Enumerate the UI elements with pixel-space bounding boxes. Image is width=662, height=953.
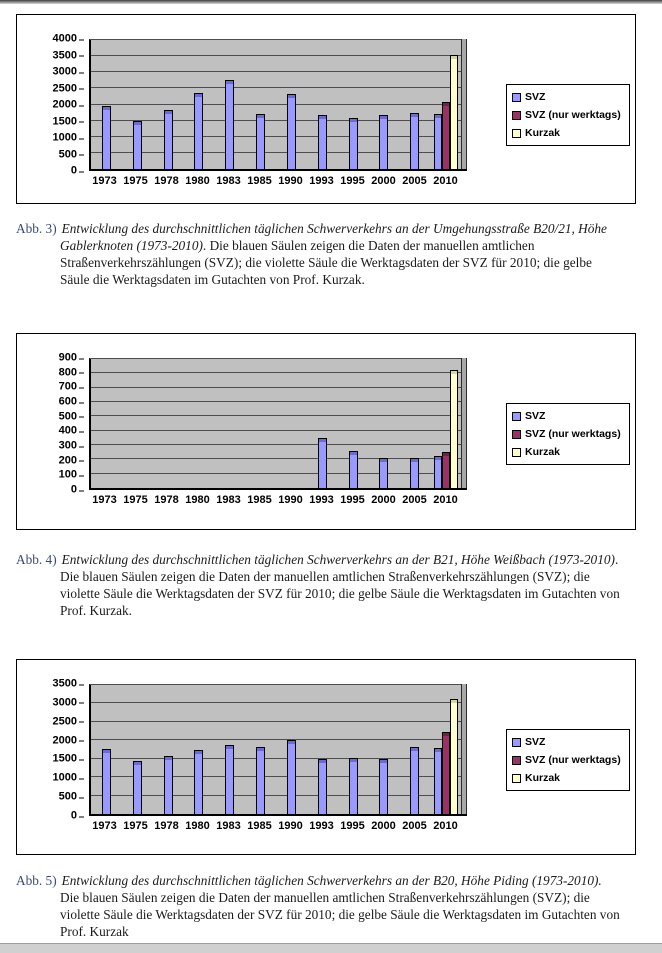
y-axis-label: 0: [70, 809, 77, 822]
caption-label: Abb. 3): [16, 221, 57, 236]
x-axis-label: 1995: [340, 820, 365, 832]
bar-svz-2000: [379, 115, 388, 170]
bar-group-2000: [368, 359, 399, 488]
legend-item: [512, 772, 624, 784]
legend-label: SVZ (nur werktags): [525, 754, 621, 766]
bar-group-1975: [122, 40, 153, 169]
x-axis-label: 2000: [371, 175, 396, 187]
x-axis: [89, 494, 461, 506]
x-axis-label: 1975: [123, 820, 148, 832]
legend-swatch: [512, 756, 521, 765]
legend-swatch: [512, 412, 521, 421]
bar-group-1983: [214, 685, 245, 814]
x-axis-label: 1978: [154, 175, 179, 187]
bar-group-1985: [245, 40, 276, 169]
bar-svz-1985: [256, 114, 265, 169]
bar-chart-abb3: [17, 15, 635, 203]
bar-group-1993: [307, 685, 338, 814]
bar-svz-2010: [434, 748, 442, 814]
y-axis-label: 600: [58, 395, 77, 408]
x-axis-label: 1973: [92, 494, 117, 506]
bar-svz-1980: [194, 93, 203, 169]
x-axis-label: 2010: [433, 820, 458, 832]
bar-svz-2005: [410, 113, 419, 169]
bar-svz-nur-werktags--2010: [442, 102, 450, 169]
bar-group-2010: [430, 685, 461, 814]
bar-groups: [91, 359, 461, 488]
caption-label: Abb. 4): [16, 552, 57, 567]
y-axis-label: 1500: [52, 752, 77, 765]
figure-caption-abb5: [16, 872, 624, 940]
bar-svz-1993: [318, 115, 327, 169]
chart-legend: [506, 84, 630, 146]
chart-legend: [506, 403, 630, 465]
y-axis-label: 3500: [52, 677, 77, 690]
x-axis: [89, 820, 461, 832]
y-axis-label: 2000: [52, 98, 77, 111]
x-axis-label: 1983: [216, 820, 241, 832]
y-axis-label: 300: [58, 439, 77, 452]
bar-svz-1983: [225, 745, 234, 814]
legend-item: [512, 91, 624, 103]
bar-group-1980: [183, 40, 214, 169]
y-axis-label: 700: [58, 380, 77, 393]
plot-side-wall: [461, 358, 467, 488]
x-axis-label: 2000: [371, 820, 396, 832]
legend-item: [512, 109, 624, 121]
page-bottom-edge: [0, 943, 662, 953]
bar-kurzak-2010: [450, 370, 458, 488]
bar-groups: [91, 40, 461, 169]
caption-text: . Die blauen Säulen zeigen die Daten der manuellen amtlichen Straßenverkehrszählungen (SVZ); die violette Säule die Werktagsdaten der SVZ für 2010; die gelbe Säule die Werktagsdaten im Gutachten von Prof. Kurzak.: [60, 238, 592, 287]
bar-svz-2005: [410, 747, 419, 814]
bar-group-1993: [307, 40, 338, 169]
bar-svz-2010: [434, 456, 442, 488]
figure-caption-abb3: [16, 220, 624, 288]
bar-group-1980: [183, 359, 214, 488]
bar-svz-1978: [164, 110, 173, 169]
bar-svz-1995: [349, 758, 358, 814]
x-axis-label: 2005: [402, 494, 427, 506]
legend-label: Kurzak: [525, 772, 561, 784]
bar-group-2000: [368, 685, 399, 814]
caption-label: Abb. 5): [16, 873, 57, 888]
legend-item: [512, 410, 624, 422]
legend-swatch: [512, 430, 521, 439]
bar-svz-1995: [349, 451, 358, 488]
x-axis-label: 1990: [278, 820, 303, 832]
bar-group-2000: [368, 40, 399, 169]
x-axis: [89, 175, 461, 187]
x-axis-label: 1985: [247, 820, 272, 832]
x-axis-label: 1990: [278, 494, 303, 506]
bar-group-1973: [91, 40, 122, 169]
caption-title: Entwicklung des durchschnittlichen täglichen Schwerverkehrs an der Umgehungsstraße B20/21, Höhe Gablerknoten (1973-2010): [60, 221, 607, 253]
bar-group-1973: [91, 685, 122, 814]
bar-svz-nur-werktags--2010: [442, 732, 450, 814]
y-axis-label: 2500: [52, 715, 77, 728]
x-axis-label: 2000: [371, 494, 396, 506]
legend-label: SVZ (nur werktags): [525, 109, 621, 121]
bar-svz-1993: [318, 759, 327, 814]
y-axis-label: 500: [58, 790, 77, 803]
chart-frame-abb4: [16, 333, 636, 530]
y-axis-label: 800: [58, 366, 77, 379]
bar-group-1990: [276, 359, 307, 488]
bar-group-2005: [399, 685, 430, 814]
y-axis-label: 200: [58, 454, 77, 467]
legend-label: SVZ: [525, 91, 546, 103]
y-axis-label: 1000: [52, 771, 77, 784]
bar-svz-1973: [102, 106, 111, 169]
bar-group-1975: [122, 685, 153, 814]
bar-kurzak-2010: [450, 699, 458, 814]
x-axis-label: 1980: [185, 494, 210, 506]
bar-svz-nur-werktags--2010: [442, 452, 450, 488]
bar-svz-1975: [133, 761, 142, 814]
plot-side-wall: [461, 684, 467, 814]
legend-label: SVZ (nur werktags): [525, 428, 621, 440]
page-top-edge: [0, 0, 662, 4]
plot-side-wall: [461, 39, 467, 169]
bar-kurzak-2010: [450, 55, 458, 169]
x-axis-label: 1990: [278, 175, 303, 187]
y-axis: [17, 677, 85, 822]
bar-group-2005: [399, 359, 430, 488]
caption-title: Entwicklung des durchschnittlichen täglichen Schwerverkehrs an der B21, Höhe Weißbach (1973-2010): [61, 552, 615, 567]
bar-svz-2000: [379, 759, 388, 814]
y-axis-label: 1000: [52, 131, 77, 144]
y-axis: [17, 351, 85, 496]
bar-group-1990: [276, 685, 307, 814]
x-axis-label: 2005: [402, 820, 427, 832]
x-axis-label: 2010: [433, 175, 458, 187]
chart-legend: [506, 729, 630, 791]
bar-svz-1973: [102, 749, 111, 814]
x-axis-label: 1975: [123, 494, 148, 506]
legend-swatch: [512, 448, 521, 457]
x-axis-label: 1978: [154, 820, 179, 832]
bar-svz-2010: [434, 114, 442, 169]
caption-text: . Die blauen Säulen zeigen die Daten der manuellen amtlichen Straßenverkehrszählungen (SVZ); die violette Säule die Werktagsdaten der SVZ für 2010; die gelbe Säule die Werktagsdaten im Gutachten von Prof. Kurzak.: [60, 552, 620, 618]
legend-swatch: [512, 774, 521, 783]
legend-swatch: [512, 738, 521, 747]
x-axis-label: 1978: [154, 494, 179, 506]
y-axis-label: 1500: [52, 115, 77, 127]
x-axis-label: 1993: [309, 494, 334, 506]
legend-item: [512, 446, 624, 458]
x-axis-label: 1975: [123, 175, 148, 187]
bar-svz-1975: [133, 121, 142, 169]
bar-svz-2000: [379, 458, 388, 488]
bar-svz-2005: [410, 458, 419, 488]
bar-group-1983: [214, 40, 245, 169]
caption-text: Die blauen Säulen zeigen die Daten der manuellen amtlichen Straßenverkehrszählungen (SVZ); die violette Säule die Werktagsdaten der SVZ für 2010; die gelbe Säule die Werktagsdaten im Gutachten von Prof. Kurzak: [60, 890, 620, 939]
bar-group-2010: [430, 359, 461, 488]
legend-item: [512, 428, 624, 440]
x-axis-label: 1980: [185, 820, 210, 832]
y-axis-label: 500: [58, 410, 77, 423]
plot-area: [89, 684, 467, 816]
legend-item: [512, 754, 624, 766]
bar-svz-1995: [349, 118, 358, 169]
plot-area: [89, 358, 467, 490]
bar-group-2010: [430, 40, 461, 169]
x-axis-label: 1983: [216, 494, 241, 506]
x-axis-label: 1973: [92, 175, 117, 187]
bar-group-1975: [122, 359, 153, 488]
legend-label: SVZ: [525, 736, 546, 748]
x-axis-label: 1980: [185, 175, 210, 187]
bar-group-1978: [153, 359, 184, 488]
x-axis-label: 1995: [340, 494, 365, 506]
chart-frame-abb5: [16, 659, 636, 855]
y-axis-label: 0: [70, 164, 77, 177]
x-axis-label: 1983: [216, 175, 241, 187]
legend-swatch: [512, 93, 521, 102]
legend-swatch: [512, 129, 521, 138]
x-axis-label: 1985: [247, 175, 272, 187]
legend-label: SVZ: [525, 410, 546, 422]
bar-svz-1980: [194, 750, 203, 814]
x-axis-label: 2010: [433, 494, 458, 506]
y-axis-label: 3500: [52, 49, 77, 61]
bar-group-1990: [276, 40, 307, 169]
x-axis-label: 1995: [340, 175, 365, 187]
caption-title: Entwicklung des durchschnittlichen täglichen Schwerverkehrs an der B20, Höhe Piding (1973-2010).: [61, 873, 602, 888]
bar-svz-1990: [287, 94, 296, 169]
y-axis-label: 3000: [52, 65, 77, 78]
bar-group-1978: [153, 40, 184, 169]
legend-swatch: [512, 111, 521, 120]
bar-group-1983: [214, 359, 245, 488]
bar-group-1993: [307, 359, 338, 488]
y-axis-label: 4000: [52, 32, 77, 45]
bar-group-1980: [183, 685, 214, 814]
bar-svz-1993: [318, 438, 327, 488]
legend-label: Kurzak: [525, 446, 561, 458]
y-axis-label: 2500: [52, 82, 77, 94]
bar-chart-abb5: [17, 660, 635, 854]
bar-groups: [91, 685, 461, 814]
y-axis-label: 500: [58, 148, 77, 160]
x-axis-label: 2005: [402, 175, 427, 187]
y-axis-label: 2000: [52, 734, 77, 747]
plot-area: [89, 39, 467, 171]
chart-frame-abb3: [16, 14, 636, 204]
legend-item: [512, 127, 624, 139]
y-axis-label: 900: [58, 351, 77, 364]
y-axis-label: 100: [58, 468, 77, 481]
y-axis-label: 0: [70, 483, 77, 496]
y-axis: [17, 32, 85, 177]
bar-group-1995: [338, 685, 369, 814]
legend-item: [512, 736, 624, 748]
bar-group-2005: [399, 40, 430, 169]
bar-svz-1978: [164, 756, 173, 814]
bar-group-1995: [338, 359, 369, 488]
bar-group-1978: [153, 685, 184, 814]
bar-group-1973: [91, 359, 122, 488]
y-axis-label: 400: [58, 424, 77, 437]
bar-group-1985: [245, 685, 276, 814]
x-axis-label: 1993: [309, 175, 334, 187]
figure-caption-abb4: [16, 551, 624, 619]
bar-svz-1990: [287, 740, 296, 814]
y-axis-label: 3000: [52, 696, 77, 709]
bar-chart-abb4: [17, 334, 635, 529]
x-axis-label: 1985: [247, 494, 272, 506]
bar-svz-1985: [256, 747, 265, 814]
bar-group-1985: [245, 359, 276, 488]
x-axis-label: 1993: [309, 820, 334, 832]
x-axis-label: 1973: [92, 820, 117, 832]
legend-label: Kurzak: [525, 127, 561, 139]
bar-group-1995: [338, 40, 369, 169]
bar-svz-1983: [225, 80, 234, 169]
